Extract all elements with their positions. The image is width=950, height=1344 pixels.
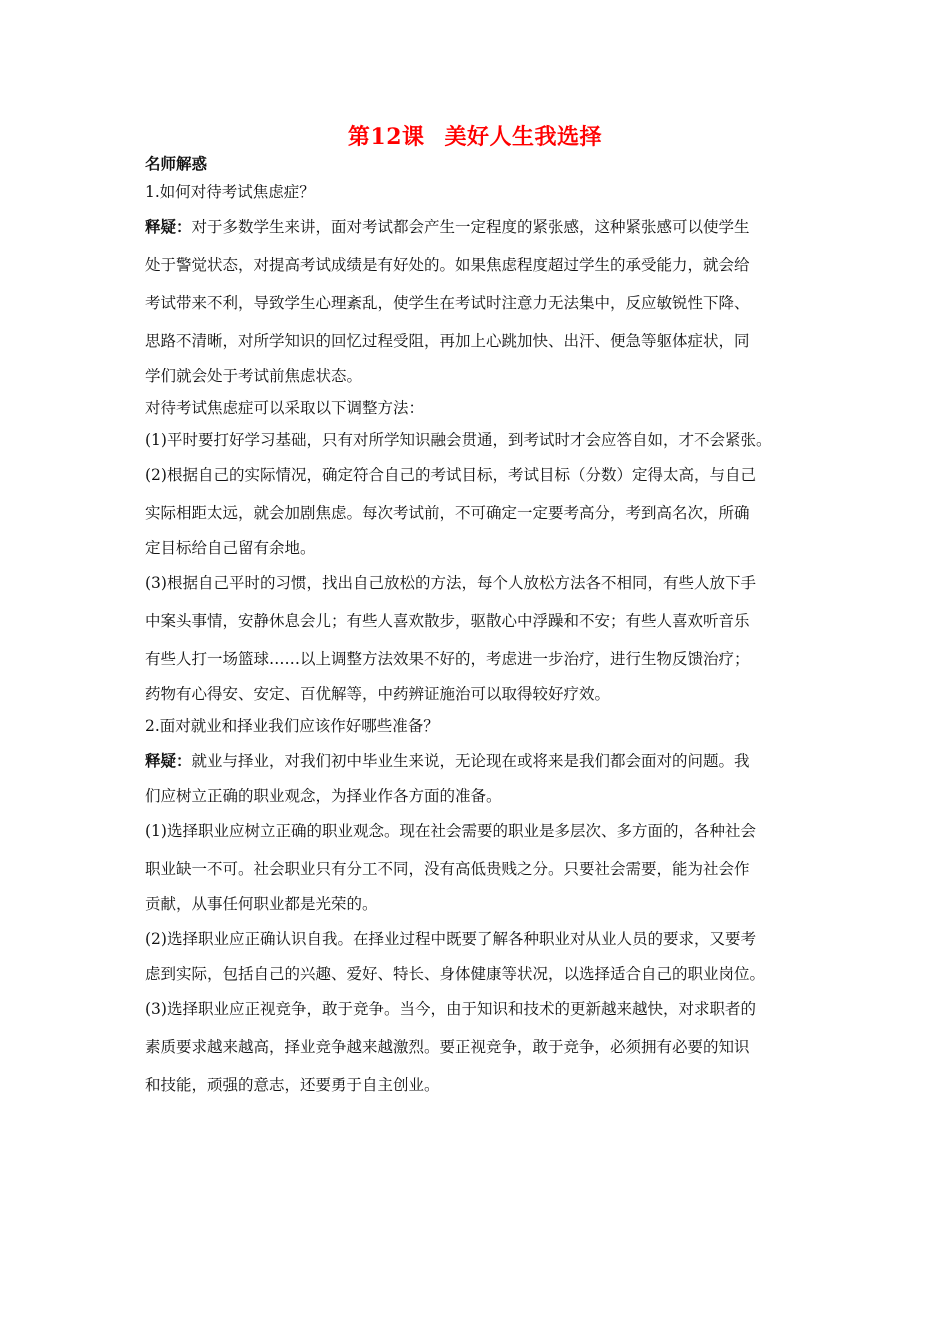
- lesson-name: 美好人生我选择: [444, 124, 603, 150]
- answer-1-line: 处于警觉状态，对提高考试成绩是有好处的。如果焦虑程度超过学生的承受能力，就会给: [145, 256, 750, 274]
- answer-label: 释疑：: [145, 751, 192, 770]
- point-3-line: 和技能，顽强的意志，还要勇于自主创业。: [145, 1076, 440, 1094]
- answer-1-line: [145, 208, 810, 246]
- point-2-line: (2)选择职业应正确认识自我。在择业过程中既要了解各种职业对从业人员的要求，又要考: [145, 930, 756, 948]
- answer-text: 就业与择业，对我们初中毕业生来说，无论现在或将来是我们都会面对的问题。我: [191, 752, 750, 770]
- answer-2-line: 们应树立正确的职业观念，为择业作各方面的准备。: [145, 787, 502, 805]
- method-2-line: (2)根据自己的实际情况，确定符合自己的考试目标，考试目标（分数）定得太高，与自己: [145, 466, 756, 484]
- methods-intro: 对待考试焦虑症可以采取以下调整方法：: [145, 399, 425, 417]
- method-2-line: 实际相距太远，就会加剧焦虑。每次考试前，不可确定一定要考高分，考到高名次，所确: [145, 504, 750, 522]
- method-3-line: (3)根据自己平时的习惯，找出自己放松的方法，每个人放松方法各不相同，有些人放下手: [145, 574, 756, 592]
- point-1-line: 职业缺一不可。社会职业只有分工不同，没有高低贵贱之分。只要社会需要，能为社会作: [145, 860, 750, 878]
- answer-1-line: 学们就会处于考试前焦虑状态。: [145, 367, 363, 385]
- point-2-line: 虑到实际，包括自己的兴趣、爱好、特长、身体健康等状况，以选择适合自己的职业岗位。: [145, 965, 766, 983]
- point-1-line: 贡献，从事任何职业都是光荣的。: [145, 895, 378, 913]
- answer-1-line: 思路不清晰，对所学知识的回忆过程受阻，再加上心跳加快、出汗、便急等躯体症状，同: [145, 332, 750, 350]
- page-title: [0, 121, 950, 153]
- method-3-line: 中案头事情，安静休息会儿；有些人喜欢散步，驱散心中浮躁和不安；有些人喜欢听音乐: [145, 612, 750, 630]
- document-body: [145, 152, 810, 1104]
- answer-2-line: [145, 742, 810, 780]
- method-3-line: 药物有心得安、安定、百优解等，中药辨证施治可以取得较好疗效。: [145, 685, 611, 703]
- answer-1-line: 考试带来不利，导致学生心理紊乱，使学生在考试时注意力无法集中，反应敏锐性下降、: [145, 294, 750, 312]
- answer-label: 释疑：: [145, 217, 192, 236]
- answer-text: 对于多数学生来讲，面对考试都会产生一定程度的紧张感，这种紧张感可以使学生: [191, 218, 750, 236]
- point-3-line: 素质要求越来越高，择业竞争越来越激烈。要正视竞争，敢于竞争，必须拥有必要的知识: [145, 1038, 750, 1056]
- point-3-line: (3)选择职业应正视竞争，敢于竞争。当今，由于知识和技术的更新越来越快，对求职者的: [145, 1000, 756, 1018]
- method-3-line: 有些人打一场篮球……以上调整方法效果不好的，考虑进一步治疗，进行生物反馈治疗；: [145, 650, 750, 668]
- method-1-line: (1)平时要打好学习基础，只有对所学知识融会贯通，到考试时才会应答自如，才不会紧张。: [145, 431, 772, 449]
- section-heading: 名师解惑: [145, 154, 208, 173]
- point-1-line: (1)选择职业应树立正确的职业观念。现在社会需要的职业是多层次、多方面的，各种社会: [145, 822, 756, 840]
- question-1: 1.如何对待考试焦虑症？: [145, 183, 315, 201]
- method-2-line: 定目标给自己留有余地。: [145, 539, 316, 557]
- lesson-number: 第12课: [347, 124, 425, 150]
- question-2: 2.面对就业和择业我们应该作好哪些准备？: [145, 717, 439, 735]
